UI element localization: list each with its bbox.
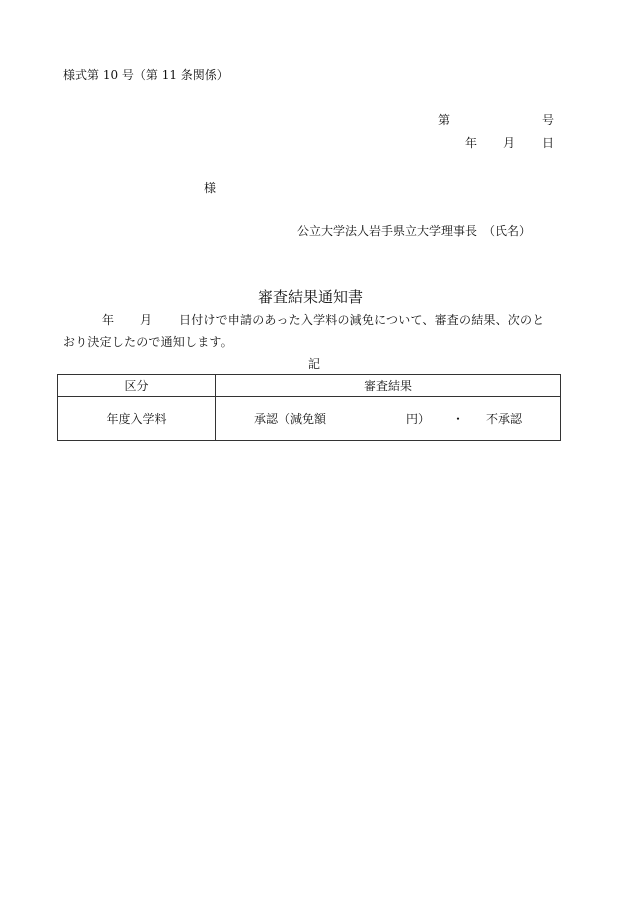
- ki-heading: 記: [308, 357, 321, 371]
- date-day: 日: [542, 136, 555, 150]
- document-title: 審査結果通知書: [258, 288, 364, 306]
- number-suffix: 号: [542, 113, 555, 127]
- addressee-honorific: 様: [204, 181, 217, 195]
- table-row: [58, 397, 561, 441]
- date-month: 月: [503, 136, 516, 150]
- result-table: [57, 374, 561, 441]
- result-cell: [216, 397, 561, 441]
- body-year: 年: [102, 313, 115, 327]
- number-prefix: 第: [438, 113, 451, 127]
- form-id: 様式第 10 号（第 11 条関係）: [63, 68, 229, 82]
- date-year: 年: [465, 136, 478, 150]
- approve-prefix: 承認（減免額: [253, 412, 326, 426]
- approval-options: [254, 410, 522, 427]
- approve-suffix: 円）: [405, 412, 430, 426]
- body-month: 月: [140, 313, 153, 327]
- header-category: 区分: [58, 375, 216, 397]
- header-result: 審査結果: [216, 375, 561, 397]
- body-line1-text: 日付けで申請のあった入学料の減免について、審査の結果、次のと: [179, 313, 545, 327]
- sender-line: 公立大学法人岩手県立大学理事長 （氏名）: [297, 224, 532, 238]
- option-separator: ・: [452, 412, 465, 426]
- reject-option: 不承認: [486, 412, 523, 426]
- table-header-row: [58, 375, 561, 397]
- body-line2-text: おり決定したので通知します。: [63, 335, 233, 349]
- category-cell: 年度入学料: [58, 397, 216, 441]
